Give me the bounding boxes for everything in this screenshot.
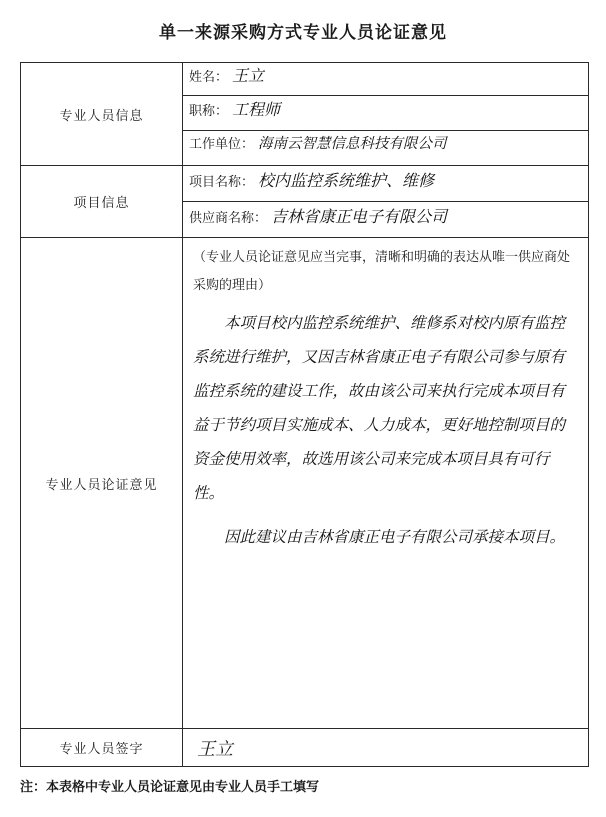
- title-field: [183, 96, 589, 131]
- section-label-signature: 专业人员签字: [21, 729, 183, 767]
- project-name-field: [183, 166, 589, 202]
- unit-value: 海南云智慧信息科技有限公司: [258, 136, 447, 152]
- supplier-label: 供应商名称：: [189, 210, 268, 226]
- opinion-instruction: （专业人员论证意见应当完事，清晰和明确的表达从唯一供应商处采购的理由）: [193, 250, 571, 293]
- section-label-project: 项目信息: [21, 166, 183, 238]
- handwritten-signature: 王立: [197, 738, 233, 760]
- opinion-form-table: [20, 62, 589, 767]
- table-row: [21, 63, 589, 96]
- unit-field: [183, 131, 589, 166]
- form-title: 单一来源采购方式专业人员论证意见: [159, 23, 447, 43]
- opinion-paragraph: 本项目校内监控系统维护、维修系对校内原有监控系统进行维护，又因吉林省康正电子有限公司参与原有监控系统的建设工作，故由该公司来执行完成本项目有益于节约项目实施成本、人力成本，更好地控制项目的资金使用效率，故选用该公司来完成本项目具有可行性。: [193, 314, 566, 502]
- title-label: 职称：: [189, 104, 229, 119]
- opinion-conclusion: 因此建议由吉林省康正电子有限公司承接本项目。: [224, 528, 566, 546]
- table-row: [21, 238, 589, 729]
- title-value: 工程师: [232, 100, 281, 119]
- opinion-cell: [183, 238, 589, 729]
- name-label: 姓名：: [189, 70, 229, 85]
- section-label-opinion: 专业人员论证意见: [21, 238, 183, 729]
- supplier-value: 吉林省康正电子有限公司: [271, 206, 448, 226]
- supplier-field: [183, 202, 589, 238]
- section-label-personnel: 专业人员信息: [21, 63, 183, 166]
- footnote: 注：本表格中专业人员论证意见由专业人员手工填写: [20, 780, 320, 795]
- name-value: 王立: [232, 66, 265, 85]
- signature-cell: [183, 729, 589, 767]
- name-field: [183, 63, 589, 96]
- table-row: [21, 166, 589, 202]
- unit-label: 工作单位：: [189, 137, 255, 152]
- project-name-value: 校内监控系统维护、维修: [258, 170, 435, 190]
- table-row: [21, 729, 589, 767]
- project-name-label: 项目名称：: [189, 174, 255, 190]
